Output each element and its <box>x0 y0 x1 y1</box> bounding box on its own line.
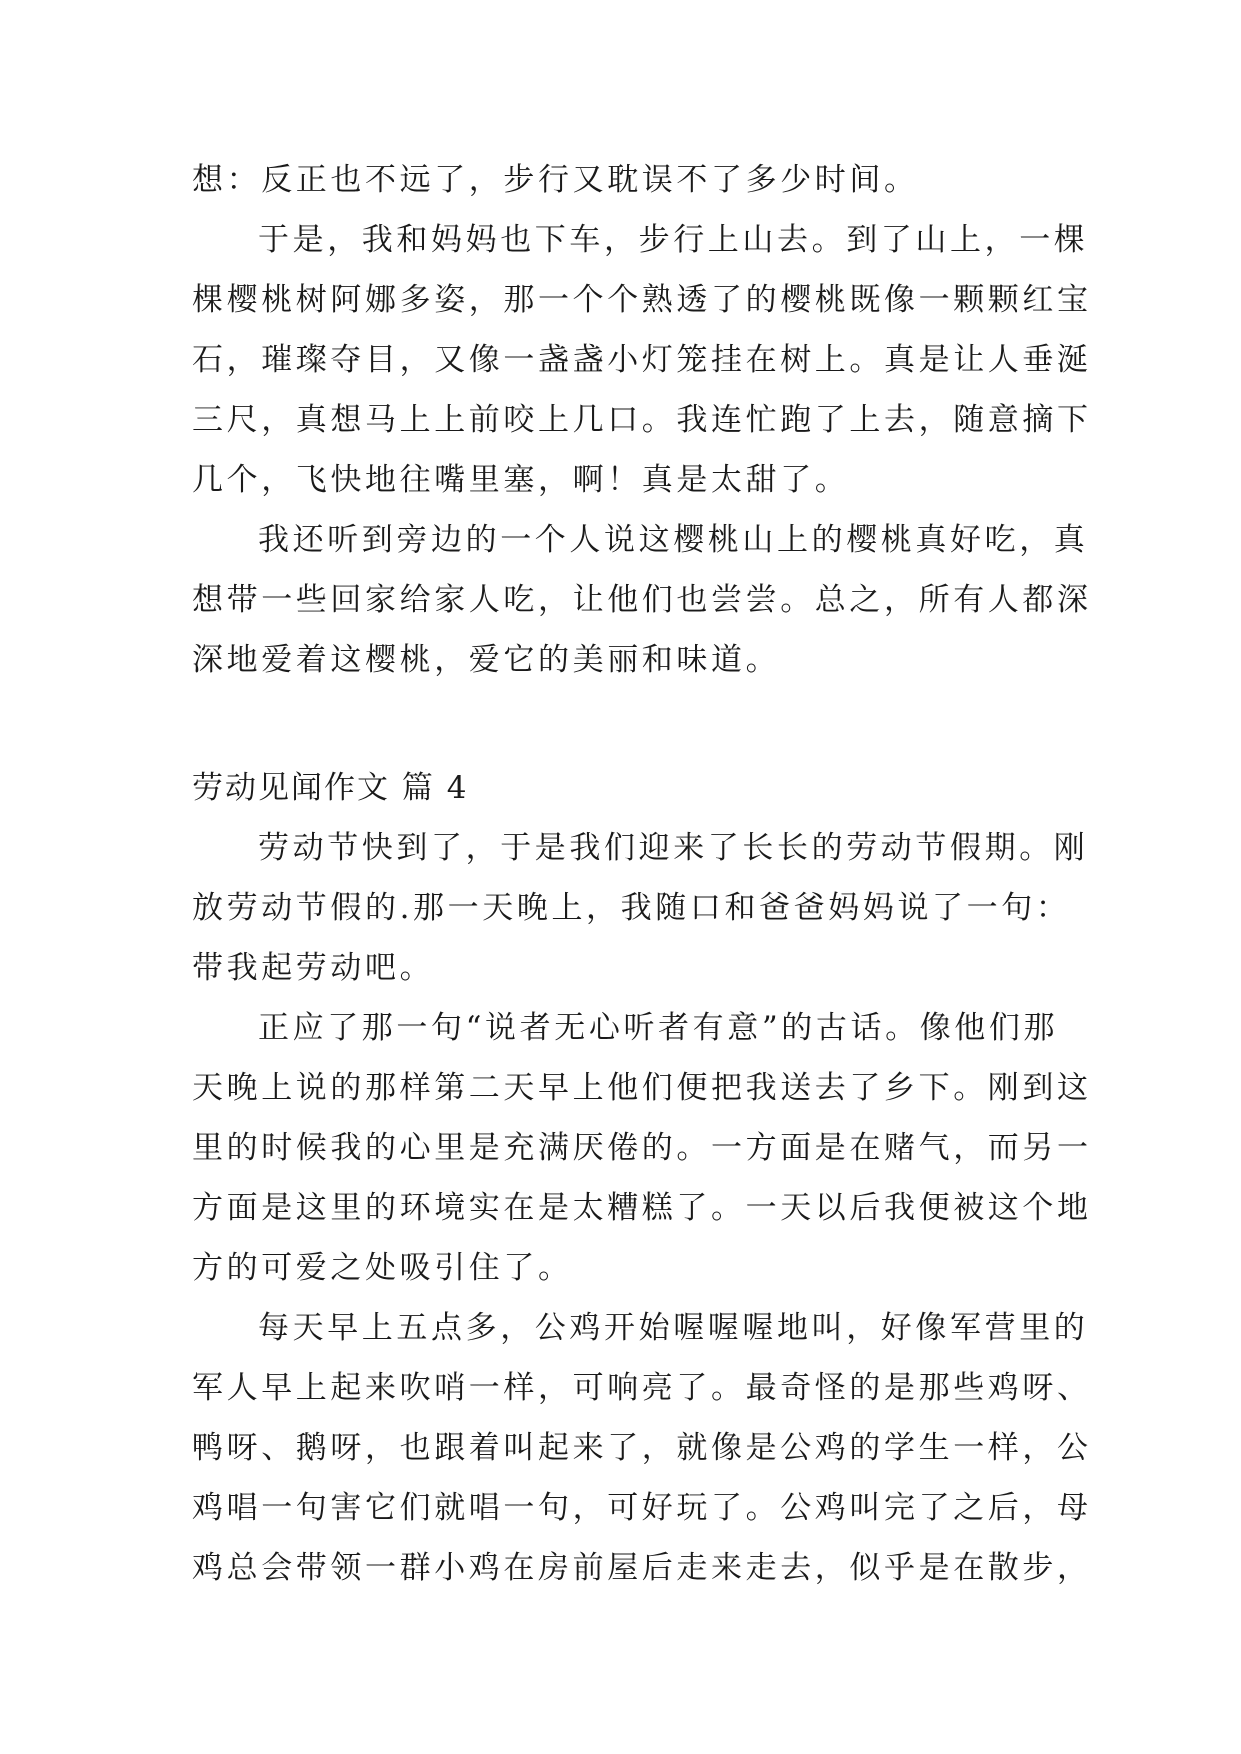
text-line: 正应了那一句“说者无心听者有意”的古话。像他们那 <box>258 1010 1059 1046</box>
document-page <box>192 150 1092 1598</box>
section-gap <box>192 690 1062 758</box>
text-line: 天晚上说的那样第二天早上他们便把我送去了乡下。刚到这 <box>192 1070 1092 1106</box>
text-line: 鸡唱一句害它们就唱一句，可好玩了。公鸡叫完了之后，母 <box>192 1490 1092 1526</box>
paragraph-labor-day <box>192 818 1089 998</box>
text-line: 方面是这里的环境实在是太糟糕了。一天以后我便被这个地 <box>192 1190 1092 1226</box>
section-heading: 劳动见闻作文 篇 4 <box>192 770 469 806</box>
paragraph-cherry-hill <box>192 210 1092 510</box>
text-line: 几个，飞快地往嘴里塞，啊！真是太甜了。 <box>192 462 850 498</box>
text-line: 想：反正也不远了，步行又耽误不了多少时间。 <box>192 162 919 198</box>
text-line: 棵樱桃树阿娜多姿，那一个个熟透了的樱桃既像一颗颗红宝 <box>192 282 1092 318</box>
paragraph-countryside <box>192 998 1092 1298</box>
text-line: 想带一些回家给家人吃，让他们也尝尝。总之，所有人都深 <box>192 582 1092 618</box>
text-line: 我还听到旁边的一个人说这樱桃山上的樱桃真好吃，真 <box>258 522 1089 558</box>
text-line: 方的可爱之处吸引住了。 <box>192 1250 573 1286</box>
text-line: 军人早上起来吹哨一样，可响亮了。最奇怪的是那些鸡呀、 <box>192 1370 1092 1406</box>
text-line: 鸡总会带领一群小鸡在房前屋后走来走去，似乎是在散步， <box>192 1550 1092 1586</box>
text-line: 劳动节快到了，于是我们迎来了长长的劳动节假期。刚 <box>258 830 1089 866</box>
text-line: 每天早上五点多，公鸡开始喔喔喔地叫，好像军营里的 <box>258 1310 1089 1346</box>
paragraph-rooster <box>192 1298 1092 1598</box>
text-line: 石，璀璨夺目，又像一盏盏小灯笼挂在树上。真是让人垂涎 <box>192 342 1092 378</box>
text-line: 里的时候我的心里是充满厌倦的。一方面是在赌气，而另一 <box>192 1130 1092 1166</box>
text-line: 深地爱着这樱桃，爱它的美丽和味道。 <box>192 642 781 678</box>
text-line: 放劳动节假的.那一天晚上，我随口和爸爸妈妈说了一句： <box>192 890 1071 926</box>
paragraph-overheard <box>192 510 1092 690</box>
paragraph-continuation <box>192 150 1062 210</box>
text-line: 于是，我和妈妈也下车，步行上山去。到了山上，一棵 <box>258 222 1089 258</box>
text-line: 鸭呀、鹅呀，也跟着叫起来了，就像是公鸡的学生一样，公 <box>192 1430 1092 1466</box>
text-line: 三尺，真想马上上前咬上几口。我连忙跑了上去，随意摘下 <box>192 402 1092 438</box>
text-line: 带我起劳动吧。 <box>192 950 435 986</box>
